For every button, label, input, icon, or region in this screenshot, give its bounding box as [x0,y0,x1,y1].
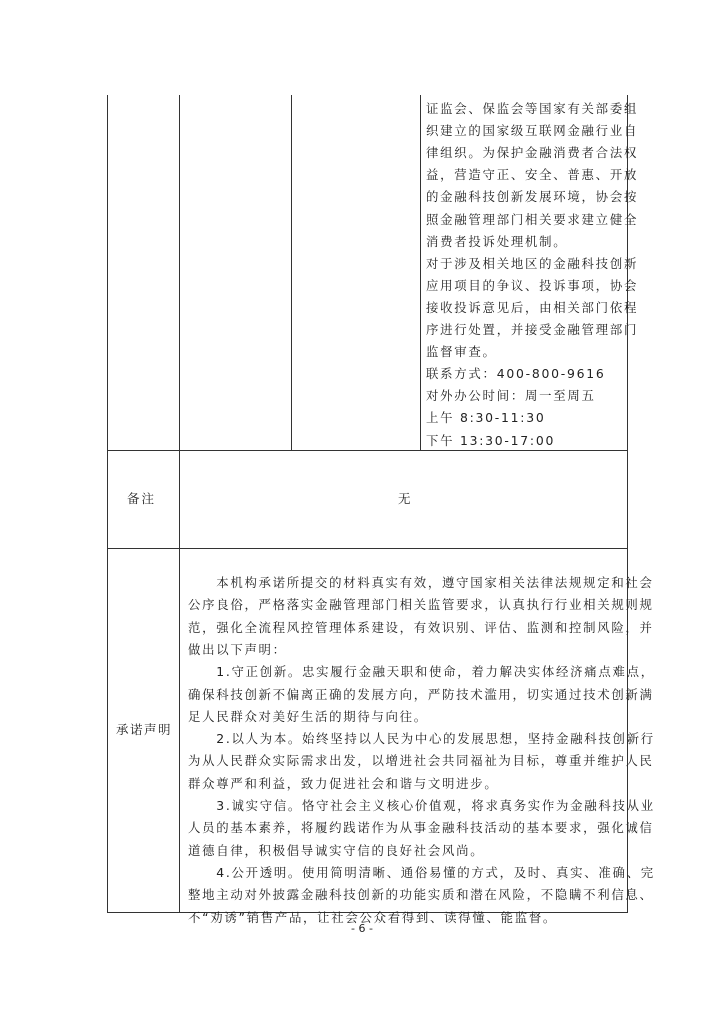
text-line: 2.以人为本。始终坚持以人民为中心的发展思想，坚持金融科技创新行 [188,731,655,747]
row-divider [107,548,628,549]
text-line: 公序良俗，严格落实金融管理部门相关监管要求，认真执行行业相关规则规 [188,597,654,613]
text-line: 下午 13:30-17:00 [426,432,556,448]
text-line: 序进行处置，并接受金融管理部门 [426,322,639,337]
text-line: 确保科技创新不偏离正确的发展方向，严防技术滥用，切实通过技术创新满 [188,686,654,702]
text-line: 监督审查。 [426,344,497,360]
text-line: 足人民群众对美好生活的期待与向往。 [188,708,428,724]
text-line: 不“劝诱”销售产品，让社会公众看得到、读得懂、能监督。 [188,909,558,925]
text-line: 消费者投诉处理机制。 [426,233,568,249]
text-line: 对于涉及相关地区的金融科技创新 [426,255,639,271]
text-line: 整地主动对外披露金融科技创新的功能实质和潜在风险，不隐瞒不利信息、 [188,887,654,903]
text-line: 做出以下声明： [188,641,287,657]
text-line: 应用项目的争议、投诉事项，协会 [426,277,639,293]
text-line: 为从人民群众实际需求出发，以增进社会共同福祉为目标，尊重并维护人民 [188,753,654,769]
text-line: 4.公开透明。使用简明清晰、通俗易懂的方式，及时、真实、准确、完 [188,864,655,880]
text-line: 照金融管理部门相关要求建立健全 [426,211,639,227]
text-line: 人员的基本素养，将履约践诺作为从事金融科技活动的基本要求，强化诚信 [188,820,654,836]
commitment-label: 承诺声明 [116,722,173,737]
text-line: 道德自律，积极倡导诚实守信的良好社会风尚。 [188,842,485,858]
text-line: 范，强化全流程风控管理体系建设，有效识别、评估、监测和控制风险，并 [188,619,654,635]
text-line: 织建立的国家级互联网金融行业自 [426,123,639,139]
text-line: 群众尊严和利益，致力促进社会和谐与文明进步。 [188,775,499,791]
text-line: 上午 8:30-11:30 [426,410,546,426]
text-line: 1.守正创新。忠实履行金融天职和使命，着力解决实体经济痛点难点， [188,664,655,680]
text-line: 接收投诉意见后，由相关部门依程 [426,299,639,315]
column-divider [179,95,180,913]
text-line: 本机构承诺所提交的材料真实有效，遵守国家相关法律法规规定和社会 [188,575,654,590]
text-line: 3.诚实守信。恪守社会主义核心价值观，将求真务实作为金融科技从业 [188,798,655,813]
text-line: 益，营造守正、安全、普惠、开放 [426,167,639,183]
text-line: 证监会、保监会等国家有关部委组 [426,101,639,116]
table-border-left [107,95,108,913]
remarks-value: 无 [398,491,413,506]
text-line: 联系方式：400-800-9616 [426,366,606,382]
text-line: 律组织。为保护金融消费者合法权 [426,145,639,161]
column-divider [420,95,421,450]
text-line: 对外办公时间：周一至周五 [426,388,596,404]
text-line: 的金融科技创新发展环境，协会按 [426,189,639,205]
remarks-label: 备注 [127,491,157,506]
column-divider [291,95,292,450]
page-number: - 6 - [351,922,373,935]
